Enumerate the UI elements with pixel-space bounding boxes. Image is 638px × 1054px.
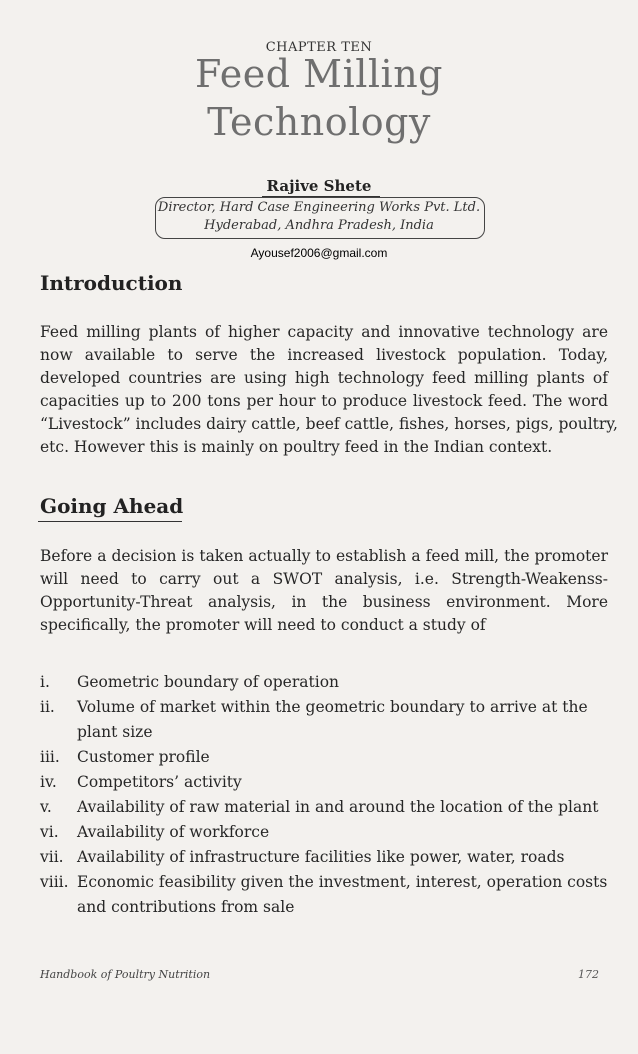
- affiliation-line-1: Director, Hard Case Engineering Works Pvt. Ltd.: [157, 200, 481, 215]
- list-item: [40, 670, 610, 695]
- list-item-number: ii.: [40, 698, 55, 716]
- footer-book-title: Handbook of Poultry Nutrition: [40, 968, 211, 981]
- list-item-number: vii.: [40, 848, 64, 866]
- list-item-text: Availability of infrastructure facilities like power, water, roads: [77, 848, 565, 866]
- author-email: Ayousef2006@gmail.com: [250, 246, 388, 260]
- going-ahead-underline: [38, 521, 182, 522]
- list-item: [40, 870, 610, 920]
- chapter-title-line-1: Feed Milling: [195, 52, 443, 96]
- list-item-number: viii.: [40, 873, 69, 891]
- list-item: [40, 795, 610, 820]
- list-item-number: vi.: [40, 823, 59, 841]
- chapter-label: CHAPTER TEN: [265, 40, 373, 55]
- text-line: will need to carry out a SWOT analysis, i.e. Strength-Weakenss-: [40, 570, 608, 588]
- list-item-text: Volume of market within the geometric boundary to arrive at the plant size: [77, 698, 588, 741]
- list-item-number: iii.: [40, 748, 60, 766]
- introduction-heading: Introduction: [40, 271, 183, 295]
- list-item-text: Customer profile: [77, 748, 210, 766]
- affiliation-line-2: Hyderabad, Andhra Pradesh, India: [204, 218, 434, 233]
- text-line: Feed milling plants of higher capacity and innovative technology are: [40, 323, 608, 341]
- list-item-text: Economic feasibility given the investment, interest, operation costs and contributions from sale: [77, 873, 608, 916]
- going-ahead-heading: Going Ahead: [40, 494, 184, 518]
- text-line: “Livestock” includes dairy cattle, beef cattle, fishes, horses, pigs, poultry,: [40, 415, 618, 433]
- introduction-paragraph: [40, 321, 618, 459]
- going-ahead-paragraph: [40, 545, 608, 637]
- study-list: [40, 670, 610, 920]
- text-line: specifically, the promoter will need to conduct a study of: [40, 616, 486, 634]
- list-item: [40, 845, 610, 870]
- list-item-text: Geometric boundary of operation: [77, 673, 340, 691]
- list-item: [40, 770, 610, 795]
- text-line: capacities up to 200 tons per hour to produce livestock feed. The word: [40, 392, 608, 410]
- text-line: developed countries are using high technology feed milling plants of: [40, 369, 608, 387]
- list-item: [40, 745, 610, 770]
- text-line: Opportunity-Threat analysis, in the business environment. More: [40, 593, 608, 611]
- list-item-number: v.: [40, 798, 52, 816]
- list-item-number: i.: [40, 673, 50, 691]
- list-item-text: Availability of raw material in and around the location of the plant: [77, 798, 599, 816]
- list-item: [40, 820, 610, 845]
- list-item-number: iv.: [40, 773, 57, 791]
- list-item: [40, 695, 610, 745]
- text-line: Before a decision is taken actually to establish a feed mill, the promoter: [40, 547, 608, 565]
- list-item-text: Competitors’ activity: [77, 773, 242, 791]
- author-name: Rajive Shete: [266, 177, 372, 195]
- page-number: 172: [578, 968, 599, 981]
- chapter-title-line-2: Technology: [207, 100, 431, 144]
- text-line: now available to serve the increased livestock population. Today,: [40, 346, 608, 364]
- list-item-text: Availability of workforce: [77, 823, 270, 841]
- text-line: etc. However this is mainly on poultry feed in the Indian context.: [40, 438, 553, 456]
